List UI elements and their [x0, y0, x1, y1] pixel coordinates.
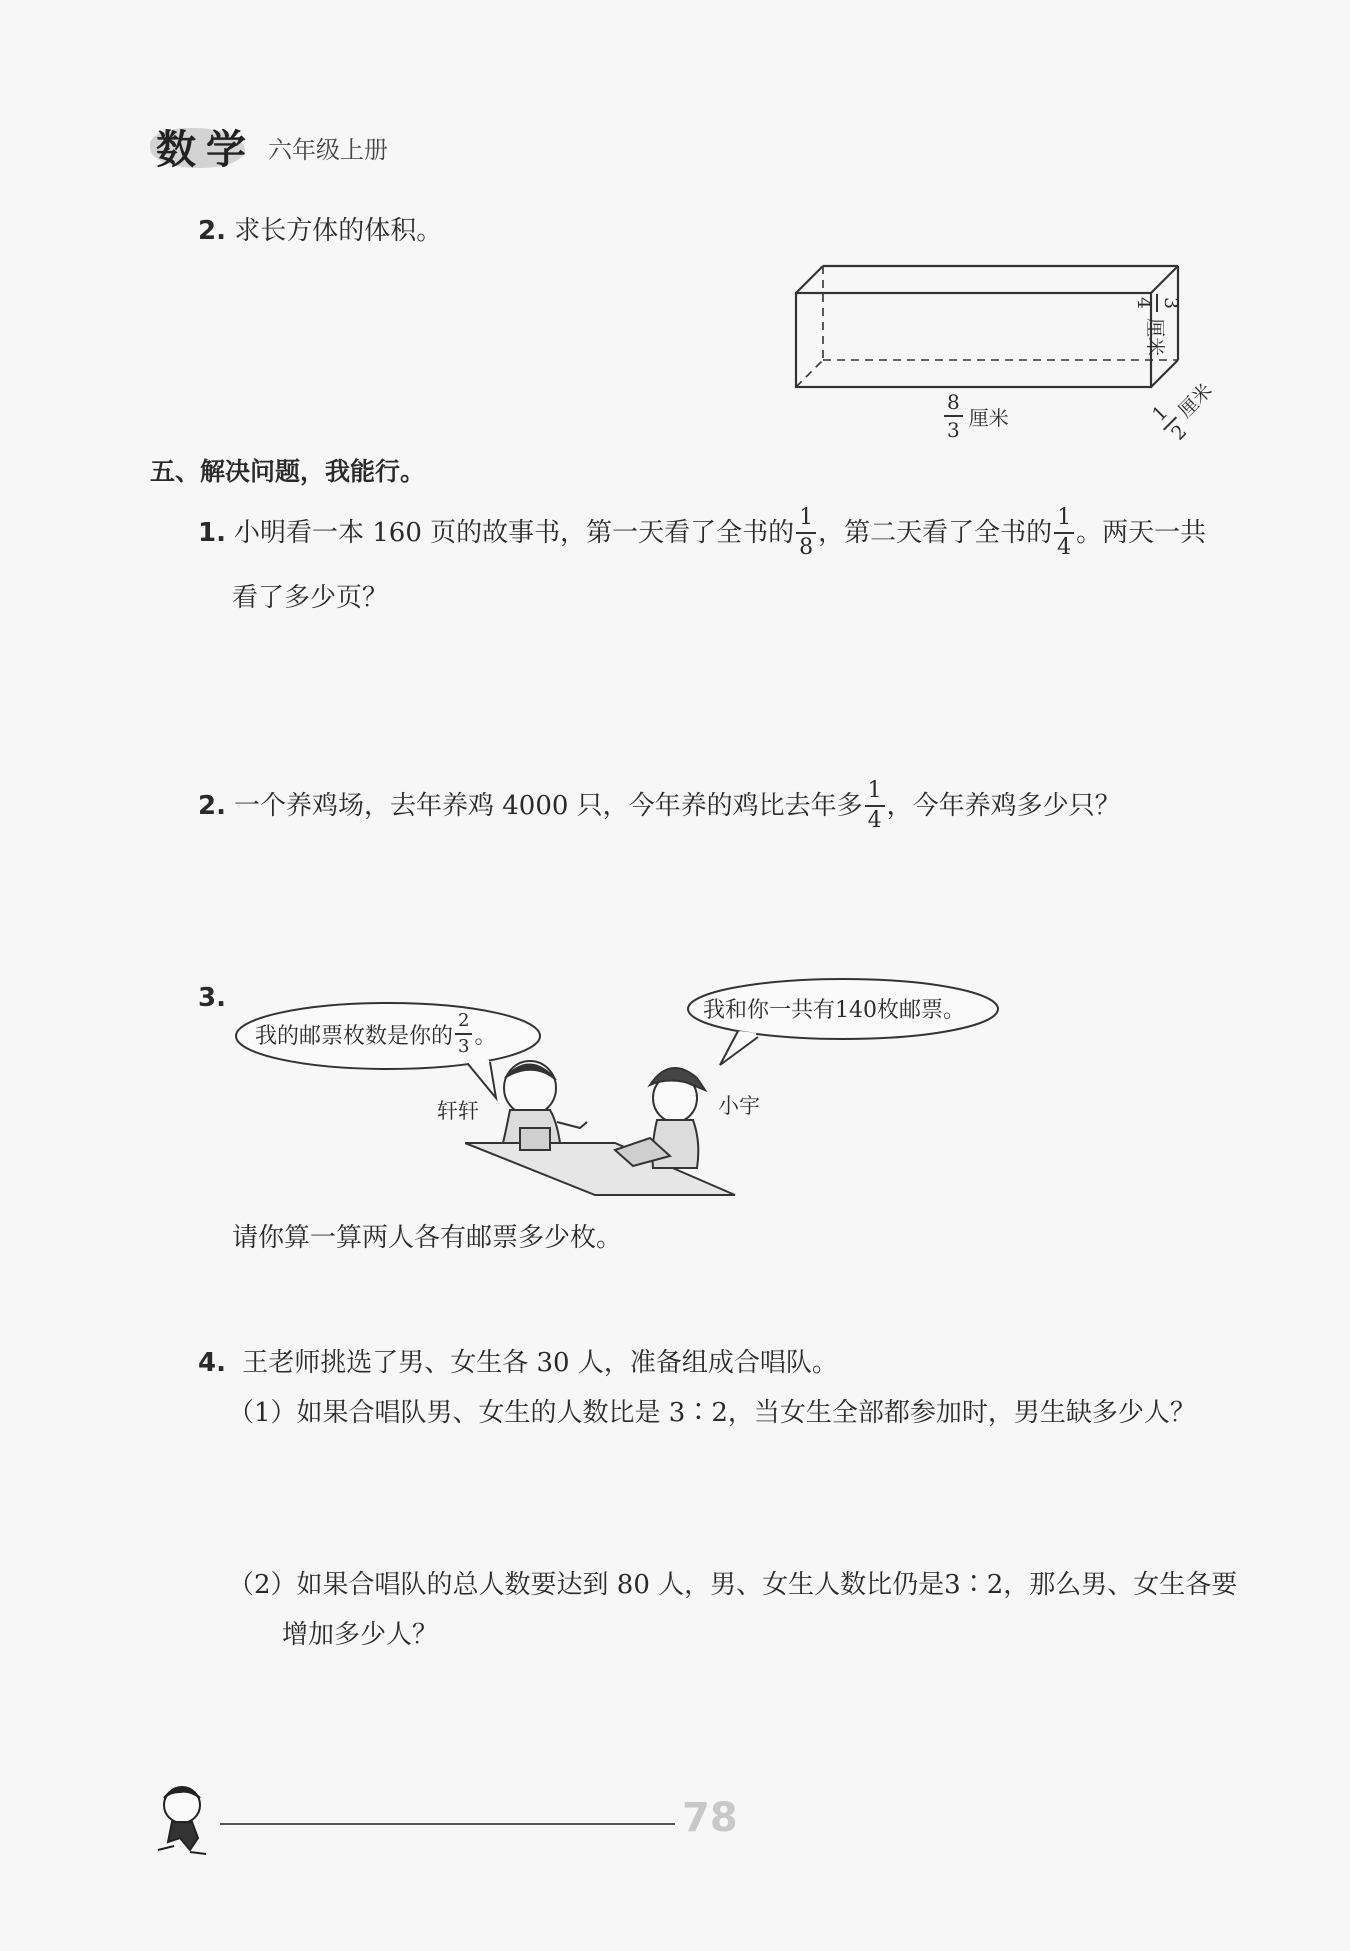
height-unit: 厘米: [1144, 318, 1167, 357]
fraction: $\frac{2}{3}$: [455, 1012, 472, 1056]
section-title: 五、解决问题，我能行。: [150, 457, 426, 486]
question-number: 2.: [198, 216, 226, 246]
width-unit: 厘米: [1173, 379, 1217, 422]
footer-rule: [220, 1823, 675, 1825]
footer-mascot: [150, 1780, 220, 1860]
grade-label: 六年级上册: [268, 136, 388, 164]
name-label-xiaoyu: 小宇: [718, 1094, 760, 1118]
length-unit: 厘米: [968, 405, 1009, 430]
question-4: 4. 王老师挑选了男、女生各 30 人，准备组成合唱队。: [198, 1348, 838, 1378]
fraction: $\frac{1}{4}$: [1054, 507, 1074, 559]
question-4-part-2-line1: （2）如果合唱队的总人数要达到 80 人，男、女生人数比仍是3∶2，那么男、女生各要: [228, 1570, 1238, 1600]
page-number: 78: [682, 1795, 738, 1841]
page-header: [150, 118, 450, 178]
name-label-xuanxuan: 轩轩: [437, 1099, 479, 1123]
fraction: $\frac{1}{4}$: [865, 780, 885, 832]
children-illustration: [465, 1050, 745, 1200]
question-4-part-1: （1）如果合唱队男、女生的人数比是 3∶2，当女生全部都参加时，男生缺多少人？: [228, 1398, 1196, 1428]
question-2: 2. 一个养鸡场，去年养鸡 4000 只，今年养的鸡比去年多 $\frac{1}{4}$ ，今年养鸡多少只？: [198, 778, 1121, 833]
question-1-line2: 看了多少页？: [232, 583, 389, 613]
cuboid-question: [198, 213, 442, 249]
question-4-part-2-line2: 增加多少人？: [282, 1620, 439, 1650]
width-fraction: 1 2: [1148, 401, 1192, 445]
subject-title: 数学: [156, 127, 256, 173]
length-fraction: $\frac{8}{3}$: [944, 392, 963, 440]
height-label: [1134, 292, 1180, 356]
cuboid-front-face: [796, 293, 1151, 387]
question-1: 1. 小明看一本 160 页的故事书，第一天看了全书的 $\frac{1}{8}$ ，第二天看了全书的 $\frac{1}{4}$ 。两天一共: [198, 505, 1207, 560]
speech-bubble-left-text: 我的邮票枚数是你的 $\frac{2}{3}$ 。: [255, 1010, 497, 1057]
height-fraction: 3 4: [1134, 294, 1180, 312]
speech-bubble-right-text: 我和你一共有140枚邮票。: [703, 998, 965, 1023]
stamp-album: [520, 1128, 550, 1150]
fraction: $\frac{1}{8}$: [796, 507, 816, 559]
question-3-number: 3.: [198, 983, 226, 1013]
question-text: 求长方体的体积。: [234, 216, 443, 246]
question-3-prompt: 请你算一算两人各有邮票多少枚。: [232, 1223, 623, 1253]
length-label: [942, 392, 1009, 440]
